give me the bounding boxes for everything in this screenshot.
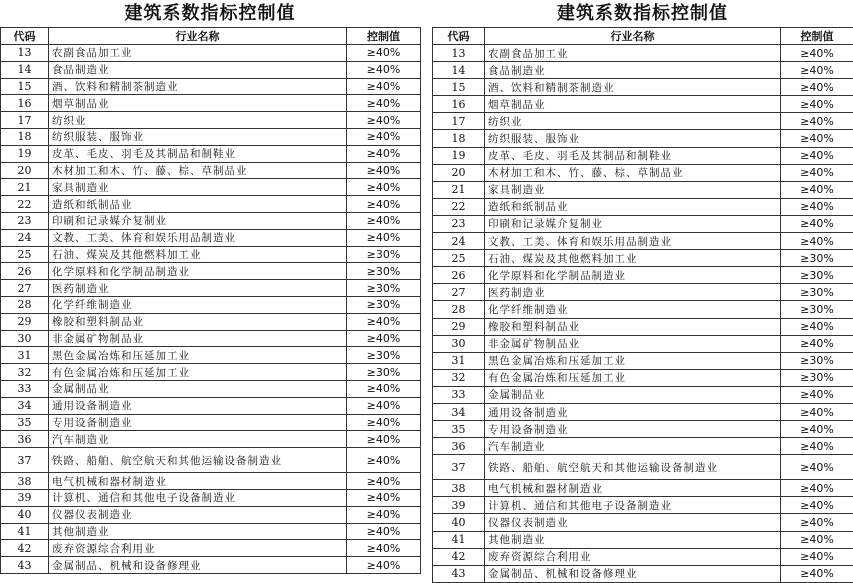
row-control-value: ≥40%	[781, 215, 853, 232]
row-code: 30	[1, 330, 49, 347]
row-code: 34	[1, 397, 49, 414]
row-control-value: ≥40%	[347, 557, 421, 574]
table-row	[1, 540, 421, 557]
row-industry-name: 通用设备制造业	[485, 403, 781, 420]
row-industry-name: 汽车制造业	[49, 431, 347, 448]
table-row	[1, 431, 421, 448]
row-control-value: ≥30%	[781, 301, 853, 318]
table-row	[1, 128, 421, 145]
table-row	[433, 79, 853, 96]
row-control-value: ≥40%	[781, 113, 853, 130]
row-code: 39	[1, 489, 49, 506]
row-industry-name: 橡胶和塑料制品业	[49, 313, 347, 330]
row-code: 31	[433, 352, 485, 369]
row-code: 13	[1, 45, 49, 62]
row-code: 17	[1, 112, 49, 129]
table-row	[433, 386, 853, 403]
row-code: 39	[433, 497, 485, 514]
row-industry-name: 黑色金属冶炼和压延加工业	[49, 347, 347, 364]
table-row	[1, 397, 421, 414]
row-code: 27	[1, 280, 49, 297]
row-code: 33	[1, 380, 49, 397]
row-code: 19	[433, 147, 485, 164]
row-industry-name: 纺织业	[49, 112, 347, 129]
row-industry-name: 铁路、船舶、航空航天和其他运输设备制造业	[49, 448, 347, 473]
row-code: 34	[433, 403, 485, 420]
row-code: 27	[433, 284, 485, 301]
row-control-value: ≥40%	[781, 96, 853, 113]
row-industry-name: 废弃资源综合利用业	[49, 540, 347, 557]
row-code: 33	[433, 386, 485, 403]
row-industry-name: 纺织业	[485, 113, 781, 130]
row-code: 22	[433, 198, 485, 215]
row-industry-name: 橡胶和塑料制品业	[485, 318, 781, 335]
row-code: 24	[433, 233, 485, 250]
row-code: 43	[1, 557, 49, 574]
row-industry-name: 纺织服装、服饰业	[49, 128, 347, 145]
row-control-value: ≥40%	[347, 523, 421, 540]
header-name: 行业名称	[49, 28, 347, 45]
row-control-value: ≥40%	[347, 448, 421, 473]
row-code: 31	[1, 347, 49, 364]
table-row	[433, 497, 853, 514]
row-control-value: ≥40%	[347, 473, 421, 490]
row-control-value: ≥40%	[781, 130, 853, 147]
row-code: 37	[1, 448, 49, 473]
row-control-value: ≥40%	[347, 196, 421, 213]
row-code: 42	[433, 548, 485, 565]
row-code: 20	[1, 162, 49, 179]
row-code: 20	[433, 164, 485, 181]
row-control-value: ≥30%	[347, 263, 421, 280]
row-code: 32	[1, 364, 49, 381]
row-control-value: ≥40%	[347, 212, 421, 229]
row-industry-name: 金属制品业	[485, 386, 781, 403]
table-row	[433, 438, 853, 455]
row-code: 23	[1, 212, 49, 229]
row-code: 41	[433, 531, 485, 548]
row-control-value: ≥40%	[347, 179, 421, 196]
row-code: 36	[433, 438, 485, 455]
table-row	[433, 301, 853, 318]
row-code: 40	[433, 514, 485, 531]
row-control-value: ≥30%	[781, 369, 853, 386]
indicator-table-right	[432, 27, 853, 583]
row-industry-name: 其他制造业	[49, 523, 347, 540]
row-code: 32	[433, 369, 485, 386]
row-code: 36	[1, 431, 49, 448]
row-code: 16	[433, 96, 485, 113]
indicator-table-left	[0, 27, 421, 574]
row-code: 35	[433, 421, 485, 438]
row-code: 13	[433, 45, 485, 62]
table-row	[1, 162, 421, 179]
row-code: 35	[1, 414, 49, 431]
row-industry-name: 造纸和纸制品业	[49, 196, 347, 213]
header-value: 控制值	[781, 28, 853, 45]
table-row	[1, 45, 421, 62]
row-control-value: ≥30%	[781, 284, 853, 301]
row-industry-name: 酒、饮料和精制茶制造业	[485, 79, 781, 96]
row-control-value: ≥40%	[781, 79, 853, 96]
row-industry-name: 文教、工美、体育和娱乐用品制造业	[49, 229, 347, 246]
row-control-value: ≥40%	[781, 62, 853, 79]
header-name: 行业名称	[485, 28, 781, 45]
row-control-value: ≥40%	[347, 45, 421, 62]
row-industry-name: 铁路、船舶、航空航天和其他运输设备制造业	[485, 455, 781, 480]
row-code: 24	[1, 229, 49, 246]
row-code: 29	[1, 313, 49, 330]
table-row	[1, 489, 421, 506]
table-row	[1, 263, 421, 280]
table-title-right: 建筑系数指标控制值	[432, 0, 853, 27]
table-row	[1, 196, 421, 213]
row-control-value: ≥30%	[347, 246, 421, 263]
row-control-value: ≥40%	[781, 335, 853, 352]
table-row	[1, 557, 421, 574]
row-industry-name: 电气机械和器材制造业	[485, 480, 781, 497]
row-control-value: ≥40%	[781, 455, 853, 480]
table-row	[433, 369, 853, 386]
row-industry-name: 化学原料和化学制品制造业	[49, 263, 347, 280]
row-control-value: ≥30%	[781, 352, 853, 369]
row-industry-name: 其他制造业	[485, 531, 781, 548]
row-industry-name: 石油、煤炭及其他燃料加工业	[49, 246, 347, 263]
row-industry-name: 农副食品加工业	[485, 45, 781, 62]
header-code: 代码	[433, 28, 485, 45]
table-row	[1, 112, 421, 129]
row-industry-name: 废弃资源综合利用业	[485, 548, 781, 565]
left-panel	[0, 0, 420, 574]
row-control-value: ≥30%	[347, 364, 421, 381]
row-control-value: ≥40%	[347, 380, 421, 397]
row-control-value: ≥40%	[347, 61, 421, 78]
row-control-value: ≥40%	[781, 421, 853, 438]
table-row	[433, 565, 853, 582]
row-control-value: ≥40%	[781, 531, 853, 548]
table-row	[1, 347, 421, 364]
table-row	[433, 455, 853, 480]
header-code: 代码	[1, 28, 49, 45]
row-industry-name: 皮革、毛皮、羽毛及其制品和制鞋业	[485, 147, 781, 164]
row-industry-name: 计算机、通信和其他电子设备制造业	[49, 489, 347, 506]
row-code: 41	[1, 523, 49, 540]
row-control-value: ≥40%	[781, 233, 853, 250]
table-row	[433, 96, 853, 113]
table-row	[1, 296, 421, 313]
row-code: 29	[433, 318, 485, 335]
row-code: 15	[433, 79, 485, 96]
table-row	[433, 233, 853, 250]
row-industry-name: 石油、煤炭及其他燃料加工业	[485, 250, 781, 267]
table-row	[433, 45, 853, 62]
row-industry-name: 汽车制造业	[485, 438, 781, 455]
row-code: 28	[1, 296, 49, 313]
row-control-value: ≥40%	[347, 540, 421, 557]
header-row	[1, 28, 421, 45]
row-code: 26	[1, 263, 49, 280]
row-industry-name: 仪器仪表制造业	[485, 514, 781, 531]
row-industry-name: 酒、饮料和精制茶制造业	[49, 78, 347, 95]
table-row	[433, 403, 853, 420]
row-control-value: ≥30%	[347, 296, 421, 313]
row-industry-name: 印刷和记录媒介复制业	[49, 212, 347, 229]
row-industry-name: 金属制品、机械和设备修理业	[49, 557, 347, 574]
row-control-value: ≥40%	[781, 164, 853, 181]
table-row	[433, 62, 853, 79]
table-row	[1, 313, 421, 330]
row-code: 28	[433, 301, 485, 318]
row-code: 26	[433, 267, 485, 284]
row-code: 15	[1, 78, 49, 95]
table-row	[1, 212, 421, 229]
table-row	[433, 181, 853, 198]
row-industry-name: 专用设备制造业	[485, 421, 781, 438]
header-row	[433, 28, 853, 45]
row-control-value: ≥30%	[781, 250, 853, 267]
row-control-value: ≥40%	[347, 128, 421, 145]
table-row	[1, 246, 421, 263]
row-control-value: ≥40%	[347, 330, 421, 347]
row-control-value: ≥40%	[347, 397, 421, 414]
header-value: 控制值	[347, 28, 421, 45]
row-control-value: ≥40%	[347, 145, 421, 162]
row-industry-name: 纺织服装、服饰业	[485, 130, 781, 147]
row-industry-name: 黑色金属冶炼和压延加工业	[485, 352, 781, 369]
table-row	[1, 78, 421, 95]
row-industry-name: 文教、工美、体育和娱乐用品制造业	[485, 233, 781, 250]
table-row	[433, 267, 853, 284]
table-row	[1, 280, 421, 297]
row-industry-name: 有色金属冶炼和压延加工业	[49, 364, 347, 381]
table-row	[433, 113, 853, 130]
row-control-value: ≥30%	[781, 267, 853, 284]
table-row	[1, 448, 421, 473]
row-industry-name: 计算机、通信和其他电子设备制造业	[485, 497, 781, 514]
table-row	[433, 198, 853, 215]
row-control-value: ≥40%	[781, 480, 853, 497]
row-code: 14	[1, 61, 49, 78]
table-row	[433, 352, 853, 369]
table-row	[433, 514, 853, 531]
table-row	[433, 531, 853, 548]
row-control-value: ≥40%	[347, 162, 421, 179]
row-code: 23	[433, 215, 485, 232]
row-control-value: ≥40%	[347, 78, 421, 95]
table-row	[433, 548, 853, 565]
row-industry-name: 木材加工和木、竹、藤、棕、草制品业	[49, 162, 347, 179]
table-row	[433, 215, 853, 232]
row-code: 25	[433, 250, 485, 267]
row-code: 14	[433, 62, 485, 79]
row-control-value: ≥40%	[781, 565, 853, 582]
row-code: 38	[433, 480, 485, 497]
table-title-left: 建筑系数指标控制值	[0, 0, 420, 27]
row-control-value: ≥40%	[347, 431, 421, 448]
row-industry-name: 专用设备制造业	[49, 414, 347, 431]
row-control-value: ≥40%	[347, 506, 421, 523]
table-row	[1, 523, 421, 540]
row-industry-name: 化学纤维制造业	[49, 296, 347, 313]
row-code: 25	[1, 246, 49, 263]
row-code: 43	[433, 565, 485, 582]
row-industry-name: 非金属矿物制品业	[49, 330, 347, 347]
table-row	[1, 473, 421, 490]
row-industry-name: 烟草制品业	[49, 95, 347, 112]
row-industry-name: 印刷和记录媒介复制业	[485, 215, 781, 232]
row-control-value: ≥40%	[781, 147, 853, 164]
table-row	[1, 330, 421, 347]
row-industry-name: 金属制品、机械和设备修理业	[485, 565, 781, 582]
row-industry-name: 化学原料和化学制品制造业	[485, 267, 781, 284]
row-industry-name: 木材加工和木、竹、藤、棕、草制品业	[485, 164, 781, 181]
table-row	[1, 61, 421, 78]
row-control-value: ≥30%	[347, 280, 421, 297]
row-control-value: ≥40%	[781, 497, 853, 514]
row-control-value: ≥40%	[781, 403, 853, 420]
table-row	[433, 421, 853, 438]
row-industry-name: 皮革、毛皮、羽毛及其制品和制鞋业	[49, 145, 347, 162]
row-code: 19	[1, 145, 49, 162]
row-code: 38	[1, 473, 49, 490]
row-control-value: ≥40%	[781, 386, 853, 403]
row-control-value: ≥40%	[347, 229, 421, 246]
table-row	[1, 229, 421, 246]
table-row	[433, 164, 853, 181]
row-industry-name: 非金属矿物制品业	[485, 335, 781, 352]
row-control-value: ≥40%	[347, 112, 421, 129]
row-industry-name: 家具制造业	[49, 179, 347, 196]
row-code: 42	[1, 540, 49, 557]
row-control-value: ≥40%	[347, 313, 421, 330]
row-industry-name: 电气机械和器材制造业	[49, 473, 347, 490]
table-row	[433, 147, 853, 164]
row-industry-name: 农副食品加工业	[49, 45, 347, 62]
row-industry-name: 食品制造业	[485, 62, 781, 79]
row-control-value: ≥40%	[781, 198, 853, 215]
row-industry-name: 金属制品业	[49, 380, 347, 397]
row-industry-name: 通用设备制造业	[49, 397, 347, 414]
row-industry-name: 家具制造业	[485, 181, 781, 198]
table-row	[1, 414, 421, 431]
row-code: 18	[433, 130, 485, 147]
row-industry-name: 医药制造业	[49, 280, 347, 297]
row-industry-name: 有色金属冶炼和压延加工业	[485, 369, 781, 386]
row-control-value: ≥40%	[347, 489, 421, 506]
table-row	[433, 335, 853, 352]
table-row	[1, 95, 421, 112]
row-industry-name: 造纸和纸制品业	[485, 198, 781, 215]
row-control-value: ≥40%	[347, 414, 421, 431]
row-code: 18	[1, 128, 49, 145]
table-row	[1, 364, 421, 381]
row-code: 30	[433, 335, 485, 352]
table-row	[433, 130, 853, 147]
table-row	[1, 145, 421, 162]
row-industry-name: 烟草制品业	[485, 96, 781, 113]
table-row	[433, 480, 853, 497]
row-control-value: ≥40%	[781, 45, 853, 62]
table-row	[433, 284, 853, 301]
row-control-value: ≥30%	[347, 347, 421, 364]
row-control-value: ≥40%	[781, 181, 853, 198]
right-panel	[432, 0, 853, 583]
row-code: 40	[1, 506, 49, 523]
row-code: 16	[1, 95, 49, 112]
row-control-value: ≥40%	[781, 318, 853, 335]
row-code: 21	[1, 179, 49, 196]
table-row	[1, 179, 421, 196]
row-code: 37	[433, 455, 485, 480]
row-industry-name: 医药制造业	[485, 284, 781, 301]
table-row	[1, 506, 421, 523]
row-code: 22	[1, 196, 49, 213]
table-row	[1, 380, 421, 397]
table-row	[433, 318, 853, 335]
row-control-value: ≥40%	[781, 438, 853, 455]
row-code: 17	[433, 113, 485, 130]
table-row	[433, 250, 853, 267]
row-industry-name: 食品制造业	[49, 61, 347, 78]
row-control-value: ≥40%	[781, 548, 853, 565]
row-industry-name: 化学纤维制造业	[485, 301, 781, 318]
row-control-value: ≥40%	[781, 514, 853, 531]
row-code: 21	[433, 181, 485, 198]
row-industry-name: 仪器仪表制造业	[49, 506, 347, 523]
row-control-value: ≥40%	[347, 95, 421, 112]
